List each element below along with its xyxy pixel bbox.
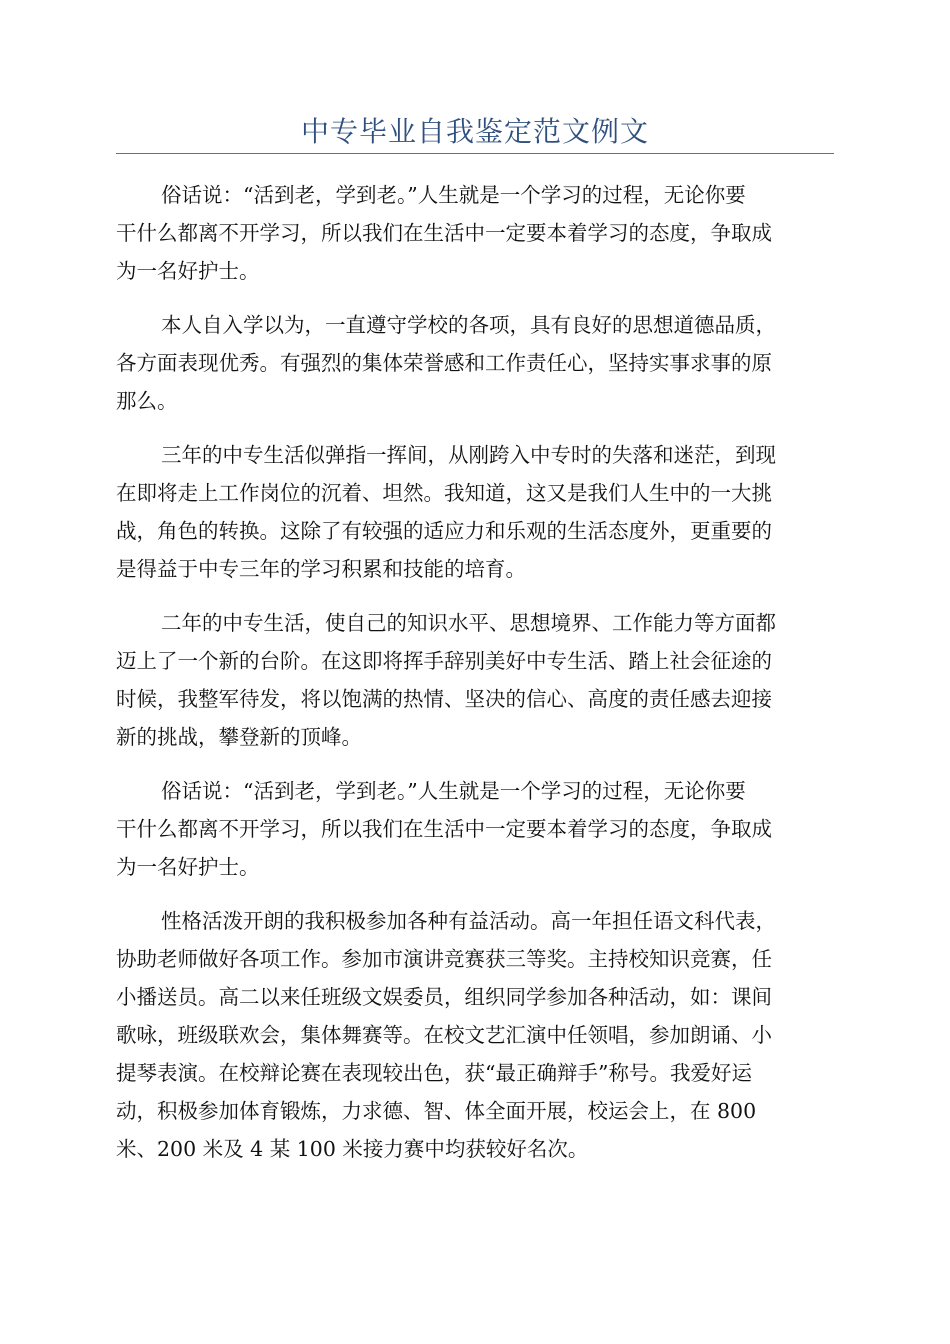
paragraph: [116, 902, 834, 1168]
paragraph-line: 歌咏，班级联欢会，集体舞赛等。在校文艺汇演中任领唱，参加朗诵、小: [116, 1023, 772, 1047]
paragraph-line: 小播送员。高二以来任班级文娱委员，组织同学参加各种活动，如：课间: [116, 985, 772, 1009]
paragraph-line: 干什么都离不开学习，所以我们在生活中一定要本着学习的态度，争取成: [116, 221, 772, 245]
paragraph-line: 米、200 米及 4 某 100 米接力赛中均获较好名次。: [116, 1137, 589, 1161]
paragraph-line: 动，积极参加体育锻炼，力求德、智、体全面开展，校运会上，在 800: [116, 1099, 757, 1123]
paragraph-line: 二年的中专生活，使自己的知识水平、思想境界、工作能力等方面都: [161, 611, 776, 635]
paragraph-line: 本人自入学以为，一直遵守学校的各项，具有良好的思想道德品质，: [161, 313, 776, 337]
paragraph-line: 三年的中专生活似弹指一挥间，从刚跨入中专时的失落和迷茫，到现: [161, 443, 776, 467]
paragraph-line: 新的挑战，攀登新的顶峰。: [116, 725, 362, 749]
paragraph-line: 俗话说：“活到老，学到老。”人生就是一个学习的过程，无论你要: [161, 183, 746, 207]
paragraph: [116, 772, 834, 886]
paragraph-line: 为一名好护士。: [116, 259, 260, 283]
paragraph-line: 迈上了一个新的台阶。在这即将挥手辞别美好中专生活、踏上社会征途的: [116, 649, 772, 673]
paragraph-line: 干什么都离不开学习，所以我们在生活中一定要本着学习的态度，争取成: [116, 817, 772, 841]
paragraph-line: 性格活泼开朗的我积极参加各种有益活动。高一年担任语文科代表，: [161, 909, 776, 933]
paragraph-line: 那么。: [116, 389, 178, 413]
paragraph-line: 是得益于中专三年的学习积累和技能的培育。: [116, 557, 526, 581]
paragraph: [116, 604, 834, 756]
paragraph-line: 协助老师做好各项工作。参加市演讲竞赛获三等奖。主持校知识竞赛，任: [116, 947, 772, 971]
paragraph-line: 战，角色的转换。这除了有较强的适应力和乐观的生活态度外，更重要的: [116, 519, 772, 543]
paragraph: [116, 176, 834, 290]
paragraph-line: 提琴表演。在校辩论赛在表现较出色，获“最正确辩手”称号。我爱好运: [116, 1061, 752, 1085]
paragraph-line: 在即将走上工作岗位的沉着、坦然。我知道，这又是我们人生中的一大挑: [116, 481, 772, 505]
paragraph: [116, 436, 834, 588]
paragraph-line: 为一名好护士。: [116, 855, 260, 879]
paragraph-line: 各方面表现优秀。有强烈的集体荣誉感和工作责任心，坚持实事求事的原: [116, 351, 772, 375]
title-underline: [116, 153, 834, 154]
paragraph-line: 俗话说：“活到老，学到老。”人生就是一个学习的过程，无论你要: [161, 779, 746, 803]
paragraph: [116, 306, 834, 420]
document-title: 中专毕业自我鉴定范文例文: [300, 115, 649, 148]
paragraph-line: 时候，我整军待发，将以饱满的热情、坚决的信心、高度的责任感去迎接: [116, 687, 772, 711]
document-body: [116, 176, 834, 1184]
